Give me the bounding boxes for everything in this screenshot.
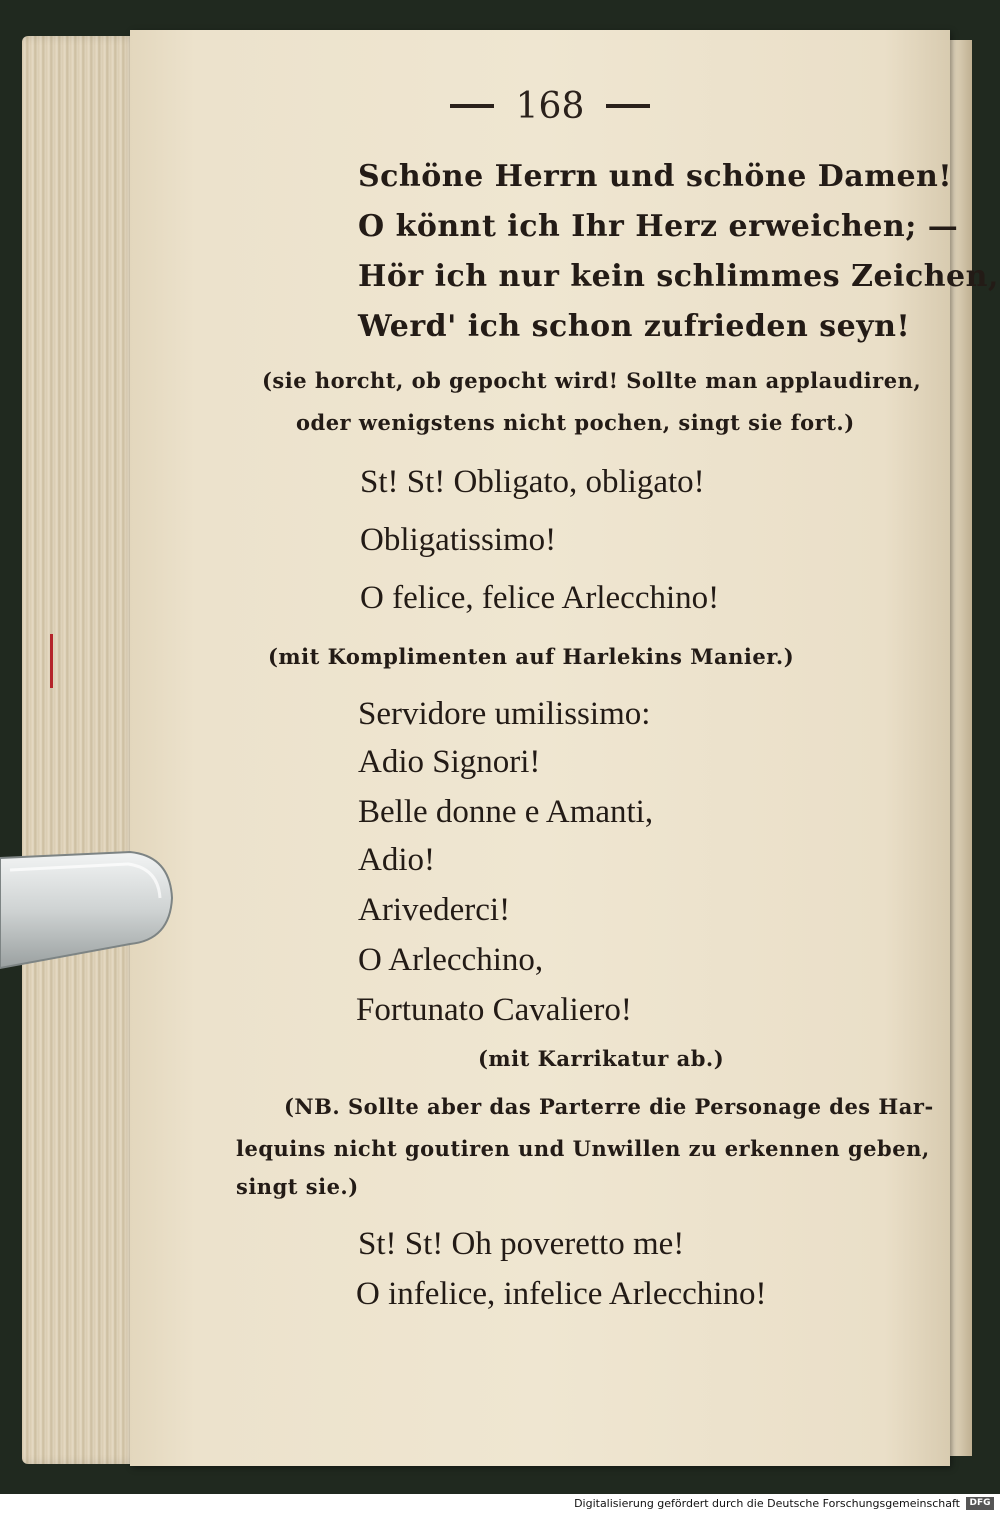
dfg-logo: DFG bbox=[966, 1497, 994, 1510]
stage-direction: (NB. Sollte aber das Parterre die Personage des Har- bbox=[284, 1094, 934, 1119]
header-dash-left bbox=[450, 104, 494, 108]
verse-line: Werd' ich schon zufrieden seyn! bbox=[358, 309, 911, 344]
stage-direction: singt sie.) bbox=[236, 1174, 359, 1199]
verse-line: Adio Signori! bbox=[358, 744, 541, 780]
verse-line: Arivederci! bbox=[358, 892, 511, 928]
verse-line: O Arlecchino, bbox=[358, 942, 544, 978]
verse-line: O infelice, infelice Arlecchino! bbox=[356, 1276, 767, 1312]
header-dash-right bbox=[606, 104, 650, 108]
red-edge-mark bbox=[50, 634, 53, 688]
verse-line: St! St! Obligato, obligato! bbox=[360, 464, 705, 500]
verse-line: Obligatissimo! bbox=[360, 522, 557, 558]
stage-direction: (sie horcht, ob gepocht wird! Sollte man applaudiren, bbox=[262, 368, 922, 393]
verse-line: St! St! Oh poveretto me! bbox=[358, 1226, 685, 1262]
stage-direction: lequins nicht goutiren und Unwillen zu erkennen geben, bbox=[236, 1136, 930, 1161]
stage-direction: (mit Komplimenten auf Harlekins Manier.) bbox=[268, 644, 795, 669]
verse-line: Belle donne e Amanti, bbox=[358, 794, 654, 830]
verse-line: Schöne Herrn und schöne Damen! bbox=[358, 159, 953, 194]
page-number: 168 bbox=[515, 85, 585, 127]
footer-credit: Digitalisierung gefördert durch die Deutsche Forschungsgemeinschaft bbox=[574, 1497, 960, 1510]
verse-line: O könnt ich Ihr Herz erweichen; — bbox=[358, 209, 959, 244]
verse-line: Adio! bbox=[358, 842, 435, 878]
verse-line: O felice, felice Arlecchino! bbox=[360, 580, 720, 616]
stage-direction: (mit Karrikatur ab.) bbox=[478, 1046, 725, 1071]
page-edges bbox=[22, 36, 142, 1464]
stage-direction: oder wenigstens nicht pochen, singt sie fort.) bbox=[296, 410, 855, 435]
footer-bar bbox=[0, 1494, 1000, 1514]
verse-line: Servidore umilissimo: bbox=[358, 696, 651, 732]
verse-line: Fortunato Cavaliero! bbox=[356, 992, 632, 1028]
verse-line: Hör ich nur kein schlimmes Zeichen, bbox=[358, 259, 999, 294]
page-number-header bbox=[430, 84, 670, 128]
page-holder-clip bbox=[0, 848, 178, 972]
